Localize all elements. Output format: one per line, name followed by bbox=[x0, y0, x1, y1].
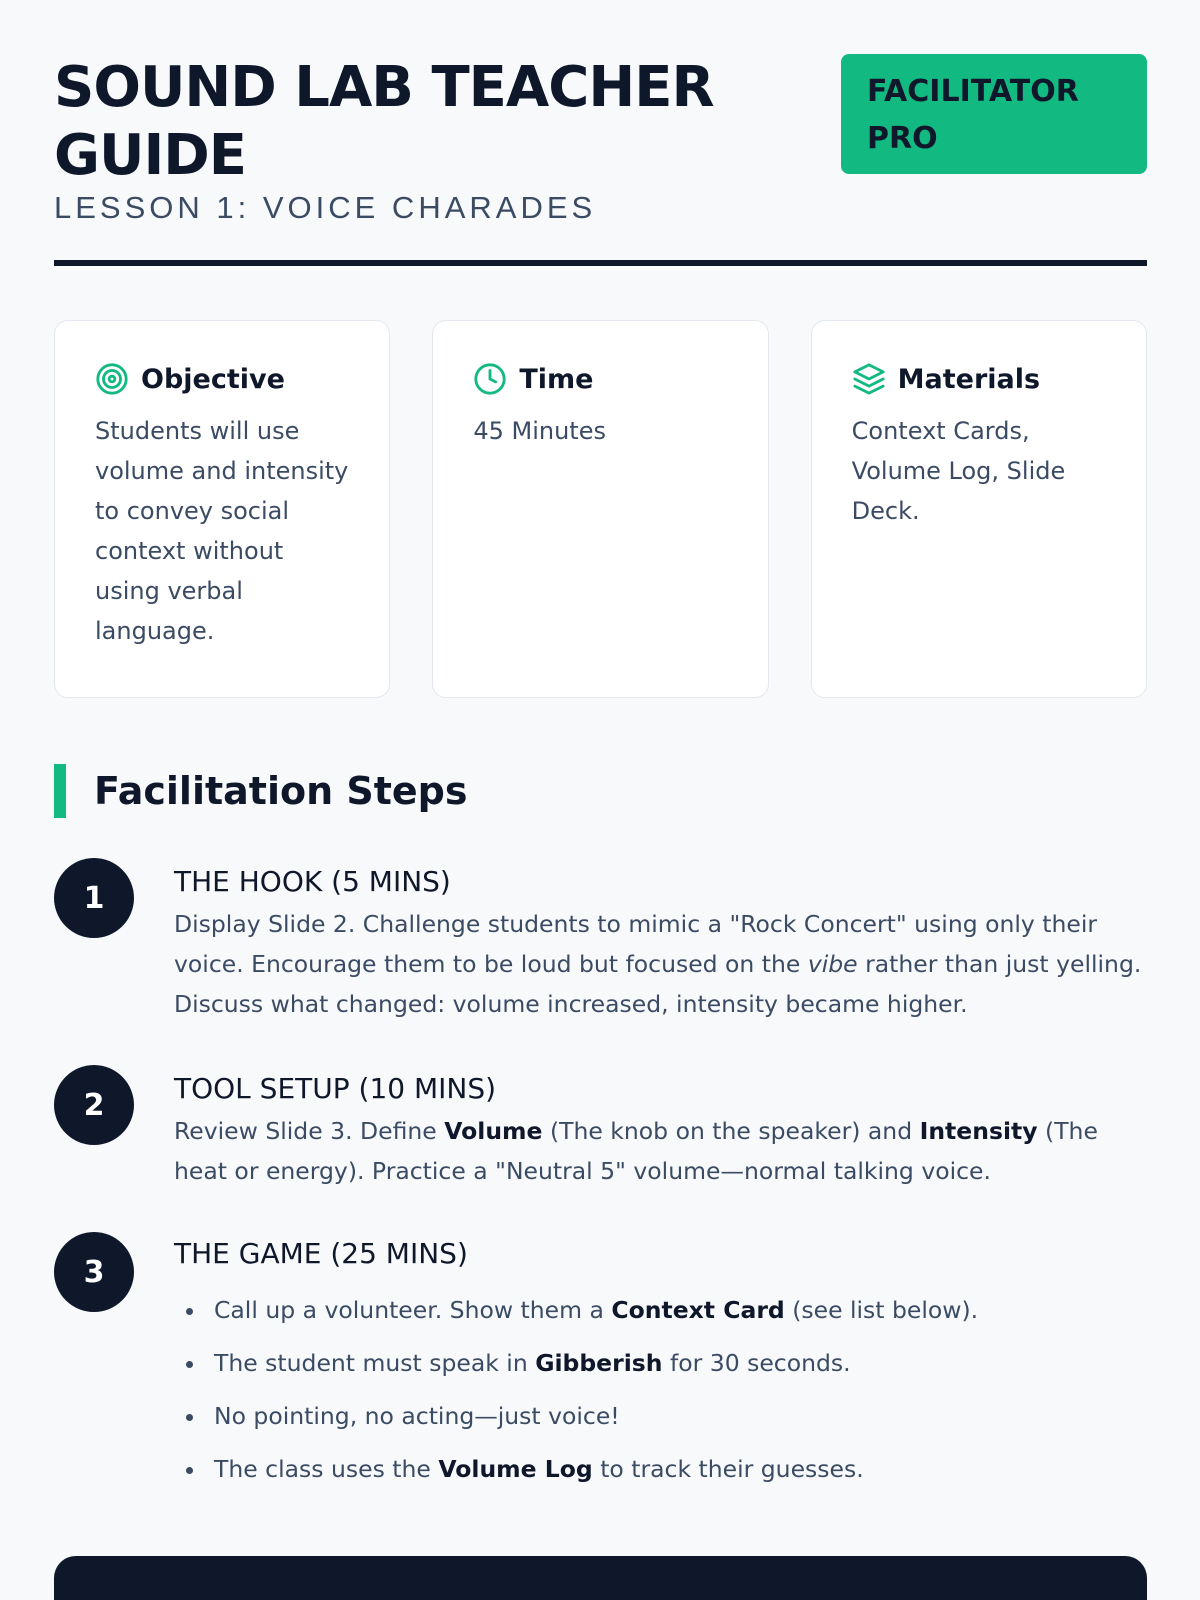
list-item: The student must speak in Gibberish for 30 seconds. bbox=[174, 1337, 1149, 1390]
materials-card bbox=[811, 320, 1147, 698]
time-card-header bbox=[473, 361, 727, 397]
objective-card bbox=[54, 320, 390, 698]
materials-text: Context Cards, Volume Log, Slide Deck. bbox=[851, 417, 1066, 525]
objective-text: Students will use volume and intensity to convey social context without using verbal language. bbox=[95, 417, 349, 645]
step-number-badge: 2 bbox=[54, 1065, 134, 1145]
list-item: Call up a volunteer. Show them a Context Card (see list below). bbox=[174, 1284, 1149, 1337]
game-rules-list bbox=[174, 1284, 1149, 1496]
section-title: Facilitation Steps bbox=[94, 769, 468, 813]
materials-title: Materials bbox=[897, 363, 1041, 395]
step-description: Display Slide 2. Challenge students to mimic a "Rock Concert" using only their voice. Encourage them to be loud but focused on the vibe rather than just yelling. Discuss what changed: volume increased, intensity became higher. bbox=[174, 910, 1142, 1018]
time-card bbox=[432, 320, 768, 698]
teacher-guide-page bbox=[54, 0, 1147, 1483]
page-title: SOUND LAB TEACHER GUIDE bbox=[54, 55, 714, 188]
time-title: Time bbox=[519, 363, 594, 395]
bullet-icon bbox=[186, 1414, 193, 1421]
bullet-icon bbox=[186, 1308, 193, 1315]
layers-icon bbox=[852, 362, 886, 396]
guide-header bbox=[54, 0, 1147, 268]
objective-title: Objective bbox=[141, 363, 285, 395]
step-body bbox=[174, 1236, 1149, 1496]
facilitation-steps-heading bbox=[54, 764, 468, 818]
step-title: THE GAME (25 MINS) bbox=[174, 1237, 468, 1270]
list-item: No pointing, no acting—just voice! bbox=[174, 1390, 1149, 1443]
list-item: The class uses the Volume Log to track their guesses. bbox=[174, 1443, 1149, 1496]
step-description: Review Slide 3. Define Volume (The knob on the speaker) and Intensity (The heat or energy). Practice a "Neutral 5" volume—normal talking voice. bbox=[174, 1117, 1098, 1185]
step-title: TOOL SETUP (10 MINS) bbox=[174, 1072, 497, 1105]
info-cards bbox=[54, 320, 1147, 698]
step-number-badge: 1 bbox=[54, 858, 134, 938]
facilitator-badge: FACILITATOR PRO bbox=[841, 54, 1147, 174]
emphasis-text: vibe bbox=[807, 950, 858, 978]
target-icon bbox=[95, 362, 129, 396]
header-divider bbox=[54, 260, 1147, 266]
clock-icon bbox=[473, 362, 507, 396]
time-text: 45 Minutes bbox=[473, 417, 606, 445]
step-body bbox=[174, 1071, 1149, 1191]
footer-panel bbox=[54, 1556, 1147, 1600]
step-body bbox=[174, 864, 1149, 1024]
bullet-icon bbox=[186, 1361, 193, 1368]
section-accent-bar bbox=[54, 764, 66, 818]
materials-card-header bbox=[852, 361, 1106, 397]
term-volume: Volume bbox=[444, 1117, 543, 1145]
step-number-badge: 3 bbox=[54, 1232, 134, 1312]
objective-card-header bbox=[95, 361, 349, 397]
bullet-icon bbox=[186, 1467, 193, 1474]
step-title: THE HOOK (5 MINS) bbox=[174, 865, 451, 898]
term-intensity: Intensity bbox=[919, 1117, 1038, 1145]
lesson-subtitle: LESSON 1: VOICE CHARADES bbox=[54, 190, 597, 225]
